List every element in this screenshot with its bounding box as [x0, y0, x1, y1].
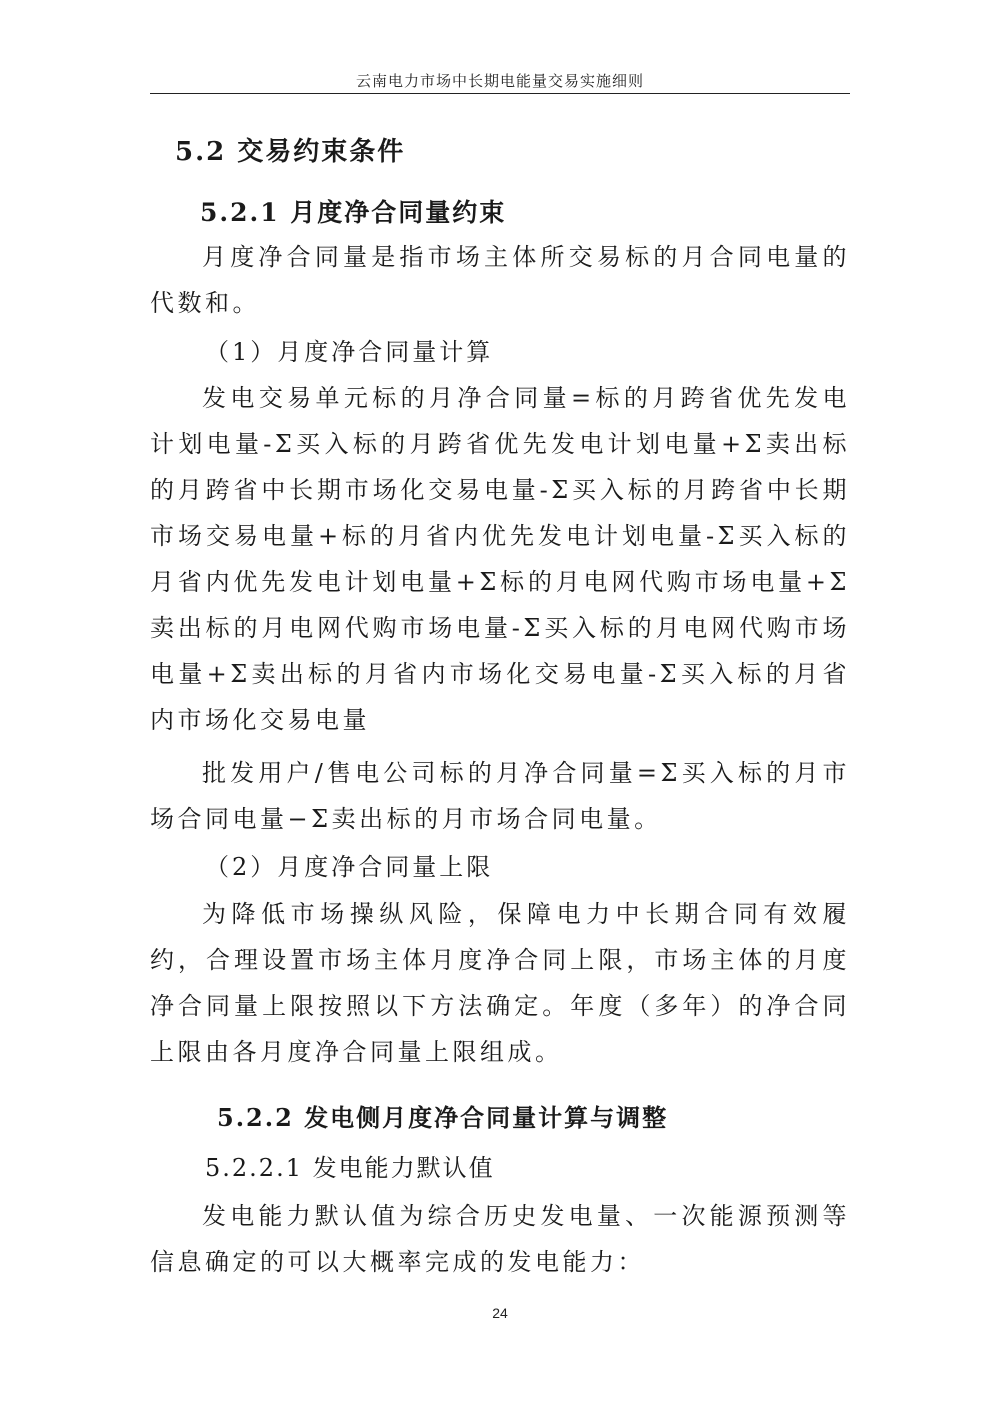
default-generation-capacity-text: 发电能力默认值为综合历史发电量、一次能源预测等信息确定的可以大概率完成的发电能力： — [150, 1202, 850, 1276]
section-5-2-2-heading: 5.2.2 发电侧月度净合同量计算与调整 — [217, 1103, 669, 1132]
generation-unit-net-contract-formula: 发电交易单元标的月净合同量=标的月跨省优先发电计划电量-Σ买入标的月跨省优先发电计划电量+Σ卖出标的月跨省中长期市场化交易电量-Σ买入标的月跨省中长期市场交易电量+标的月省内优先发电计划电量-Σ买入标的月省内优先发电计划电量+Σ标的月电网代购市场电量+Σ卖出标的月电网代购市场电量-Σ买入标的月电网代购市场电量+Σ卖出标的月省内市场化交易电量-Σ买入标的月省内市场化交易电量 — [150, 384, 850, 734]
page-header-title: 云南电力市场中长期电能量交易实施细则 — [355, 72, 644, 90]
section-5-2-2-1-heading: 5.2.2.1 发电能力默认值 — [205, 1154, 495, 1182]
net-contract-upper-limit-text: 为降低市场操纵风险，保障电力中长期合同有效履约，合理设置市场主体月度净合同上限，市场主体的月度净合同量上限按照以下方法确定。年度（多年）的净合同上限由各月度净合同量上限组成。 — [150, 900, 850, 1066]
monthly-net-contract-definition: 月度净合同量是指市场主体所交易标的月合同电量的代数和。 — [150, 243, 850, 317]
section-5-2-1-heading: 5.2.1 月度净合同量约束 — [200, 198, 507, 227]
page-header-rule — [150, 93, 850, 94]
page-number: 24 — [492, 1305, 508, 1321]
buyer-net-contract-formula: 批发用户/售电公司标的月净合同量=Σ买入标的月市场合同电量−Σ卖出标的月市场合同电量。 — [150, 759, 850, 833]
item-2-title: （2）月度净合同量上限 — [205, 853, 494, 881]
section-5-2-heading: 5.2 交易约束条件 — [175, 137, 406, 167]
item-1-title: （1）月度净合同量计算 — [205, 338, 494, 366]
